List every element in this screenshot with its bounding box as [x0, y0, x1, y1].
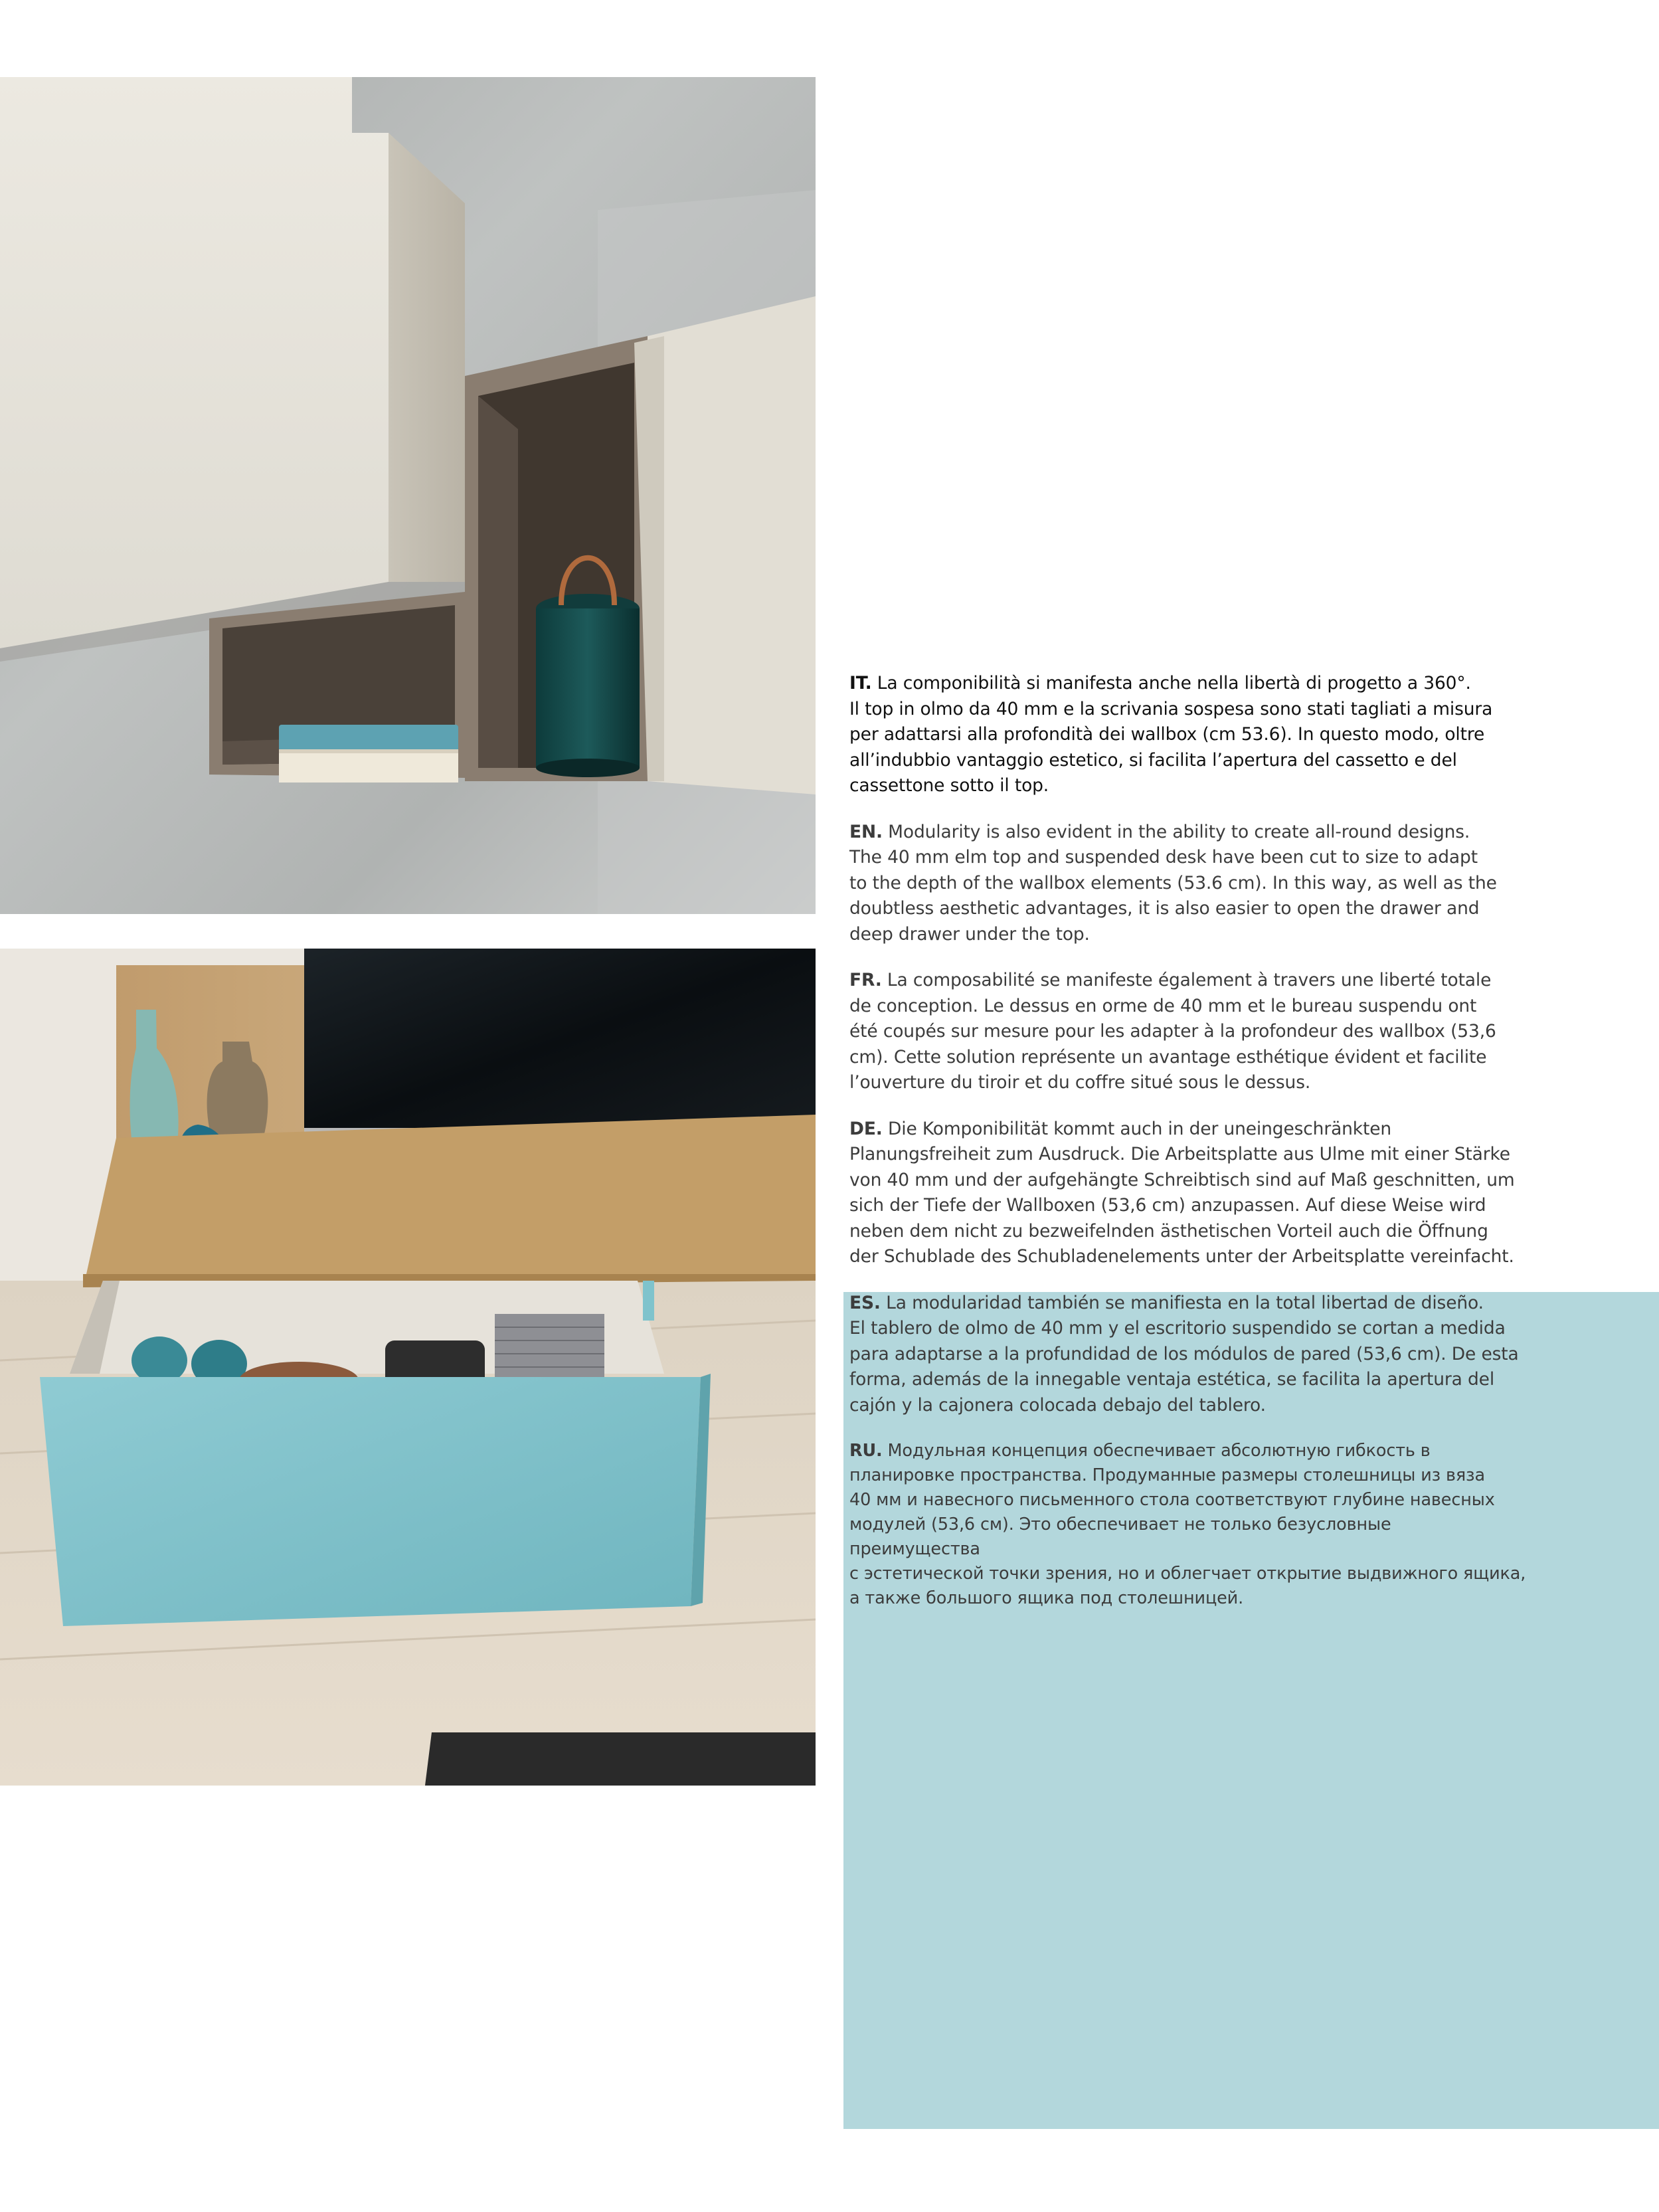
paragraph-en-text: Modularity is also evident in the ability to create all-round designs. The 40 mm elm top and suspended desk have been cut to size to adapt to the depth of the wallbox elements (53.6 cm). In this way, as well as the doubtless aesthetic advantages, it is also easier to open the drawer and deep drawer under the top. — [849, 821, 1497, 945]
paragraph-es — [849, 1291, 1527, 1419]
tv-unit-illustration — [0, 949, 816, 1786]
language-code-fr: FR. — [849, 970, 882, 990]
paragraph-de-text: Die Komponibilität kommt auch in der uneingeschränkten Planungsfreiheit zum Ausdruck. Die Arbeitsplatte aus Ulme mit einer Stärke von 40 mm und der aufgehängte Schreibtisch sind auf Maß geschnitten, um sich der Tiefe der Wallboxen (53,6 cm) anzupassen. Auf diese Weise wird neben dem nicht zu bezweifelnden ästhetischen Vorteil auch die Öffnung der Schublade des Schubladenelements unter der Arbeitsplatte vereinfacht. — [849, 1118, 1515, 1267]
paragraph-it-text: La componibilità si manifesta anche nella libertà di progetto a 360°. Il top in olmo da 40 mm e la scrivania sospesa sono stati tagliati a misura per adattarsi alla profondità dei wallbox (cm 53.6). In questo modo, oltre all’indubbio vantaggio estetico, si facilita l’apertura del cassetto e del cassettone sotto il top. — [849, 673, 1493, 796]
paragraph-ru-text: Модульная концепция обеспечивает абсолютную гибкость в планировке пространства. Продуманные размеры столешницы из вяза 40 мм и навесного письменного стола соответствуют глубине навесных модулей (53,6 см). Это обеспечивает не только безусловные преимущества с эстетической точки зрения, но и облегчает открытие выдвижного ящика, а также большого ящика под столешницей. — [849, 1441, 1526, 1608]
language-code-en: EN. — [849, 821, 883, 842]
description-text-column — [849, 671, 1527, 1631]
paragraph-de — [849, 1117, 1527, 1270]
tv-unit-photo — [0, 949, 816, 1786]
language-code-ru: RU. — [849, 1441, 883, 1461]
wall-cabinet-illustration — [0, 77, 816, 914]
language-code-es: ES. — [849, 1292, 881, 1313]
paragraph-en — [849, 820, 1527, 948]
paragraph-ru — [849, 1439, 1527, 1611]
paragraph-it — [849, 671, 1527, 799]
language-code-de: DE. — [849, 1118, 883, 1139]
wall-cabinet-photo — [0, 77, 816, 914]
paragraph-es-text: La modularidad también se manifiesta en la total libertad de diseño. El tablero de olmo de 40 mm y el escritorio suspendido se cortan a medida para adaptarse a la profundidad de los módulos de pared (53,6 cm). De esta forma, además de la innegable ventaja estética, se facilita la apertura del cajón y la cajonera colocada debajo del tablero. — [849, 1292, 1519, 1416]
paragraph-fr-text: La composabilité se manifeste également à travers une liberté totale de conception. Le dessus en orme de 40 mm et le bureau suspendu ont été coupés sur mesure pour les adapter à la profondeur des wallbox (53,6 cm). Cette solution représente un avantage esthétique évident et facilite l’ouverture du tiroir et du coffre situé sous le dessus. — [849, 970, 1496, 1093]
language-code-it: IT. — [849, 673, 872, 693]
paragraph-fr — [849, 968, 1527, 1096]
